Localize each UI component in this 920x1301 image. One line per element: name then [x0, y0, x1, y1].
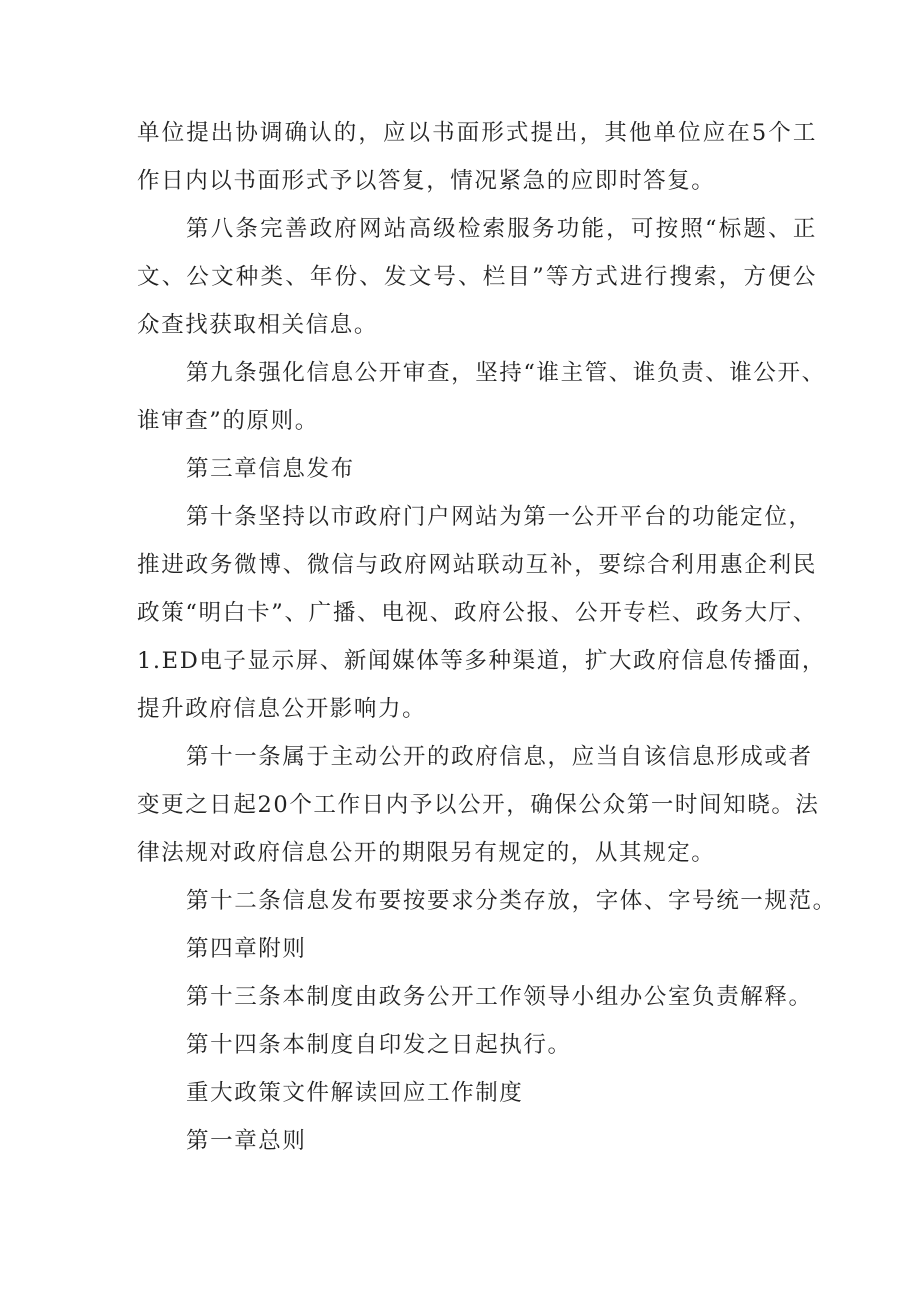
text-line: 第十四条本制度自印发之日起执行。 [186, 1032, 572, 1058]
text-line: 第八条完善政府网站高级检索服务功能，可按照“标题、正 [186, 216, 817, 242]
text-line: 第九条强化信息公开审查，坚持“谁主管、谁负责、谁公开、 [186, 360, 826, 386]
text-line: 作日内以书面形式予以答复，情况紧急的应即时答复。 [137, 168, 716, 194]
text-line: 第十三条本制度由政务公开工作领导小组办公室负责解释。 [186, 984, 813, 1010]
text-line: 文、公文种类、年份、发文号、栏目”等方式进行搜索，方便公 [137, 264, 817, 290]
text-line: 律法规对政府信息公开的期限另有规定的，从其规定。 [137, 840, 716, 866]
chapter-heading: 第四章附则 [186, 936, 307, 962]
text-line: 众查找获取相关信息。 [137, 312, 379, 338]
text-line: 第十一条属于主动公开的政府信息，应当自该信息形成或者 [186, 744, 813, 770]
text-line: 推进政务微博、微信与政府网站联动互补，要综合利用惠企利民 [137, 552, 817, 578]
document-title: 重大政策文件解读回应工作制度 [186, 1080, 524, 1106]
text-line: 1.ED电子显示屏、新闻媒体等多种渠道，扩大政府信息传播面， [137, 648, 826, 674]
text-line: 谁审查”的原则。 [137, 408, 319, 434]
text-line: 第十二条信息发布要按要求分类存放，字体、字号统一规范。 [186, 888, 837, 914]
chapter-heading: 第一章总则 [186, 1128, 307, 1154]
chapter-heading: 第三章信息发布 [186, 456, 355, 482]
text-line: 第十条坚持以市政府门户网站为第一公开平台的功能定位， [186, 504, 813, 530]
text-line: 提升政府信息公开影响力。 [137, 696, 427, 722]
text-line: 政策“明白卡”、广播、电视、政府公报、公开专栏、政务大厅、 [137, 600, 817, 626]
text-line: 变更之日起20个工作日内予以公开，确保公众第一时间知晓。法 [137, 792, 820, 818]
text-line: 单位提出协调确认的，应以书面形式提出，其他单位应在5个工 [137, 120, 817, 146]
